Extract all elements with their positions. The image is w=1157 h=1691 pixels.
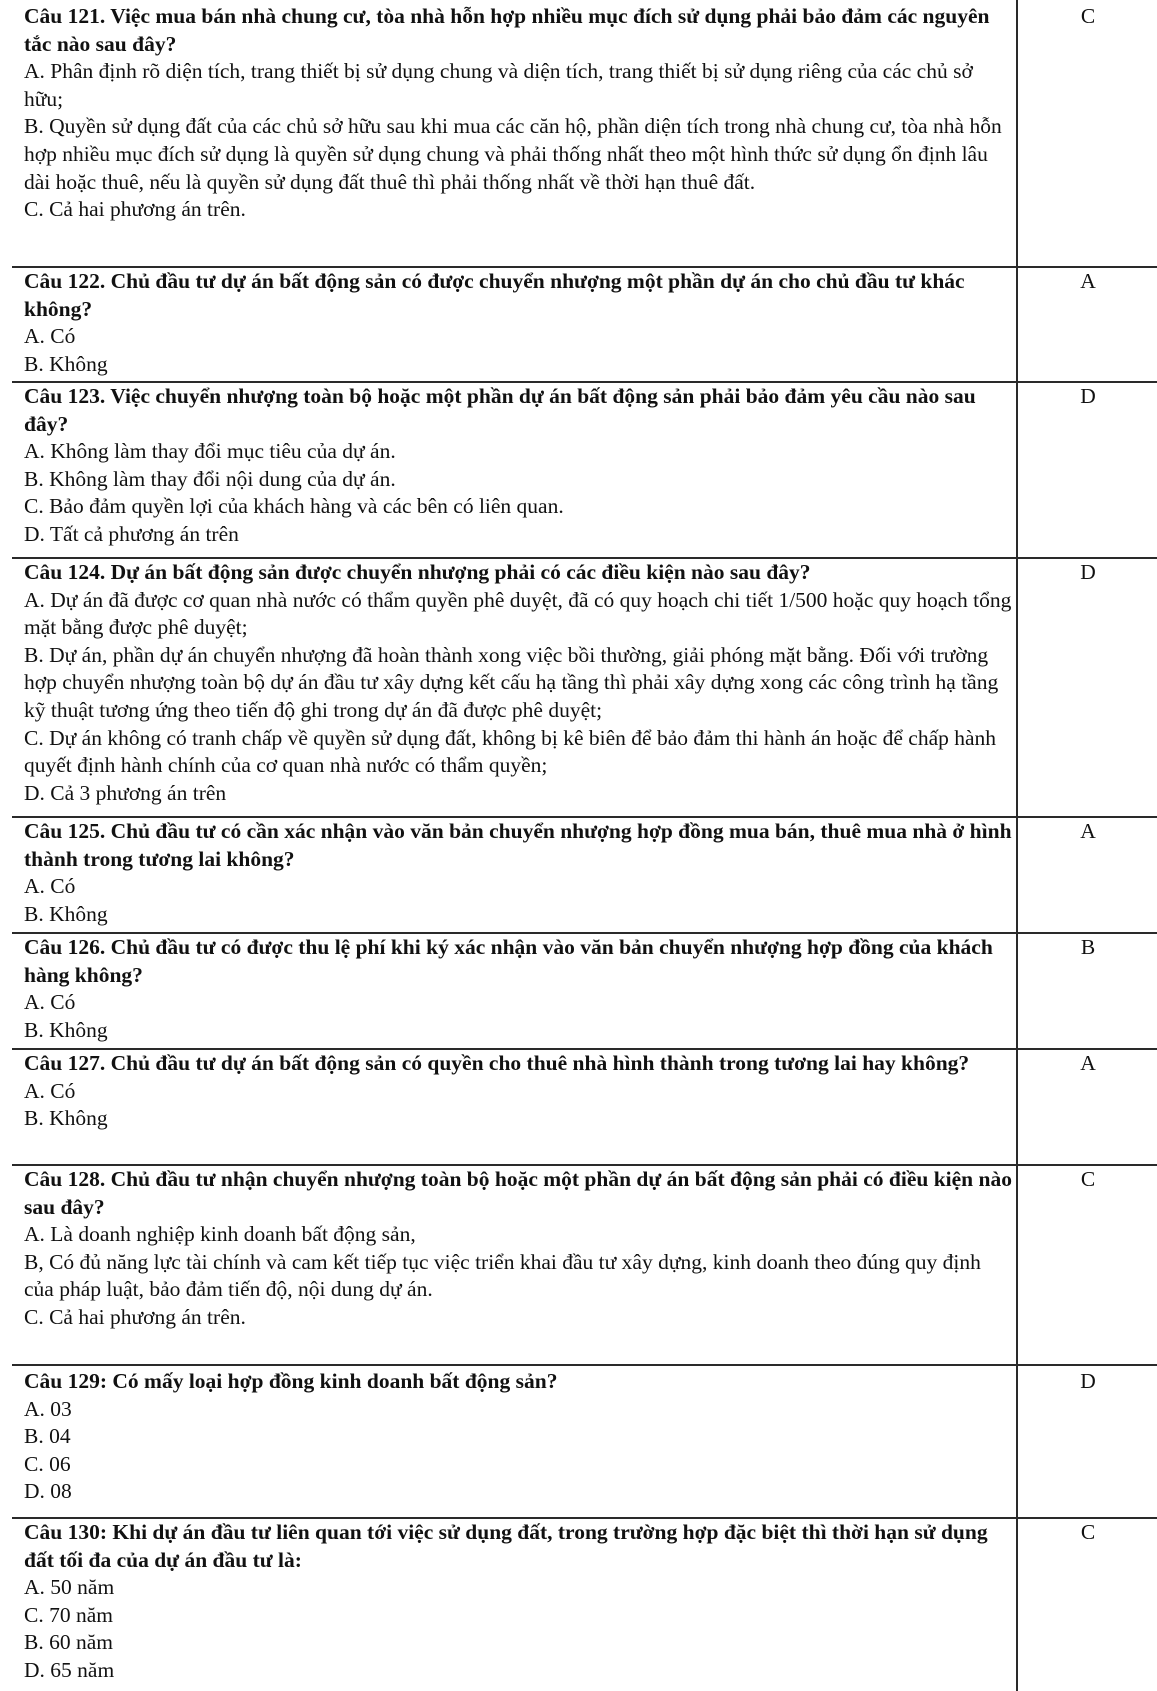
answer-key: D bbox=[1080, 384, 1096, 408]
answer-option: B. Dự án, phần dự án chuyển nhượng đã hoàn thành xong việc bồi thường, giải phóng mặt bằng. Đối với trường hợp chuyển nhượng toàn bộ dự án đầu tư xây dựng kết cấu hạ tầng thì phải xây dựng xong các công trình hạ tầng kỹ thuật tương ứng theo tiến độ ghi trong dự án đã được phê duyệt; bbox=[24, 642, 999, 722]
question-stem: Câu 122. Chủ đầu tư dự án bất động sản có được chuyển nhượng một phần dự án cho chủ đầu tư khác không? bbox=[24, 269, 965, 321]
question-stem: Câu 124. Dự án bất động sản được chuyển nhượng phải có các điều kiện nào sau đây? bbox=[24, 560, 811, 584]
answer-option: C. Dự án không có tranh chấp về quyền sử dụng đất, không bị kê biên để bảo đảm thi hành án hoặc để chấp hành quyết định hành chính của cơ quan nhà nước có thẩm quyền; bbox=[24, 725, 997, 778]
question-stem: Câu 127. Chủ đầu tư dự án bất động sản có quyền cho thuê nhà hình thành trong tương lai hay không? bbox=[24, 1051, 970, 1075]
answer-option: A. Không làm thay đổi mục tiêu của dự án. bbox=[24, 439, 396, 464]
question-stem: Câu 129: Có mấy loại hợp đồng kinh doanh bất động sản? bbox=[24, 1369, 558, 1393]
answer-option: D. 08 bbox=[24, 1479, 72, 1504]
question-content bbox=[24, 559, 1014, 807]
question-stem: Câu 128. Chủ đầu tư nhận chuyển nhượng toàn bộ hoặc một phần dự án bất động sản phải có điều kiện nào sau đây? bbox=[24, 1167, 1012, 1219]
answer-option: D. 65 năm bbox=[24, 1657, 115, 1682]
question-row bbox=[0, 818, 1157, 931]
question-content bbox=[24, 268, 1014, 378]
question-row bbox=[0, 934, 1157, 1047]
question-row bbox=[0, 1166, 1157, 1363]
answer-option: D. Cả 3 phương án trên bbox=[24, 780, 227, 805]
answer-option: A. 50 năm bbox=[24, 1575, 115, 1600]
question-stem: Câu 123. Việc chuyển nhượng toàn bộ hoặc một phần dự án bất động sản phải bảo đảm yêu cầu nào sau đây? bbox=[24, 384, 976, 436]
answer-option: C. 06 bbox=[24, 1451, 71, 1476]
question-content bbox=[24, 1368, 1014, 1506]
answer-option: C. Bảo đảm quyền lợi của khách hàng và các bên có liên quan. bbox=[24, 494, 564, 519]
question-stem: Câu 126. Chủ đầu tư có được thu lệ phí khi ký xác nhận vào văn bản chuyển nhượng hợp đồng của khách hàng không? bbox=[24, 935, 993, 987]
question-row bbox=[0, 3, 1157, 265]
answer-key: A bbox=[1080, 269, 1096, 293]
question-content bbox=[24, 1519, 1014, 1685]
question-content bbox=[24, 934, 1014, 1044]
answer-option: A. Là doanh nghiệp kinh doanh bất động sản, bbox=[24, 1222, 416, 1247]
row-divider bbox=[12, 1364, 1157, 1366]
question-content bbox=[24, 3, 1014, 224]
answer-option: A. Có bbox=[24, 990, 76, 1015]
question-stem: Câu 125. Chủ đầu tư có cần xác nhận vào văn bản chuyển nhượng hợp đồng mua bán, thuê mua nhà ở hình thành trong tương lai không? bbox=[24, 819, 1012, 871]
answer-key: A bbox=[1080, 1051, 1096, 1075]
answer-option: B. 60 năm bbox=[24, 1630, 113, 1655]
answer-key: C bbox=[1080, 4, 1096, 28]
answer-key: C bbox=[1080, 1167, 1096, 1191]
question-row bbox=[0, 268, 1157, 380]
answer-option: B. Không bbox=[24, 351, 108, 376]
answer-key: B bbox=[1080, 935, 1096, 959]
question-row bbox=[0, 1519, 1157, 1691]
question-stem: Câu 121. Việc mua bán nhà chung cư, tòa nhà hỗn hợp nhiều mục đích sử dụng phải bảo đảm các nguyên tắc nào sau đây? bbox=[24, 4, 990, 56]
answer-option: A. Dự án đã được cơ quan nhà nước có thẩm quyền phê duyệt, đã có quy hoạch chi tiết 1/500 hoặc quy hoạch tổng mặt bằng được phê duyệt; bbox=[24, 587, 1012, 640]
answer-option: A. Có bbox=[24, 874, 76, 899]
answer-key: C bbox=[1080, 1520, 1096, 1544]
question-content bbox=[24, 1050, 1014, 1133]
answer-option: B. Không làm thay đổi nội dung của dự án. bbox=[24, 466, 396, 491]
answer-option: D. Tất cả phương án trên bbox=[24, 521, 239, 546]
question-content bbox=[24, 818, 1014, 928]
question-row bbox=[0, 383, 1157, 556]
question-row bbox=[0, 559, 1157, 815]
answer-key: D bbox=[1080, 1369, 1096, 1393]
answer-option: C. Cả hai phương án trên. bbox=[24, 197, 246, 222]
answer-option: A. Có bbox=[24, 1078, 76, 1103]
answer-option: B, Có đủ năng lực tài chính và cam kết tiếp tục việc triển khai đầu tư xây dựng, kinh doanh theo đúng quy định của pháp luật, bảo đảm tiến độ, nội dung dự án. bbox=[24, 1249, 981, 1302]
question-row bbox=[0, 1368, 1157, 1516]
answer-key: D bbox=[1080, 560, 1096, 584]
answer-option: C. Cả hai phương án trên. bbox=[24, 1304, 246, 1329]
answer-key: A bbox=[1080, 819, 1096, 843]
question-stem: Câu 130: Khi dự án đầu tư liên quan tới việc sử dụng đất, trong trường hợp đặc biệt thì thời hạn sử dụng đất tối đa của dự án đầu tư là: bbox=[24, 1520, 988, 1572]
answer-option: B. Quyền sử dụng đất của các chủ sở hữu sau khi mua các căn hộ, phần diện tích trong nhà chung cư, tòa nhà hỗn hợp nhiều mục đích sử dụng là quyền sử dụng chung và phải thống nhất theo một hình thức sử dụng ổn định lâu dài hoặc thuê, nếu là quyền sử dụng đất thuê thì phải thống nhất về thời hạn thuê đất. bbox=[24, 114, 1002, 194]
question-row bbox=[0, 1050, 1157, 1163]
answer-option: B. Không bbox=[24, 1017, 108, 1042]
question-content bbox=[24, 1166, 1014, 1332]
answer-option: A. Có bbox=[24, 324, 76, 349]
answer-option: B. Không bbox=[24, 1106, 108, 1131]
answer-option: B. Không bbox=[24, 901, 108, 926]
answer-option: C. 70 năm bbox=[24, 1602, 113, 1627]
answer-option: A. 03 bbox=[24, 1396, 72, 1421]
question-content bbox=[24, 383, 1014, 549]
answer-option: A. Phân định rõ diện tích, trang thiết bị sử dụng chung và diện tích, trang thiết bị sử dụng riêng của các chủ sở hữu; bbox=[24, 59, 973, 111]
answer-option: B. 04 bbox=[24, 1424, 71, 1449]
